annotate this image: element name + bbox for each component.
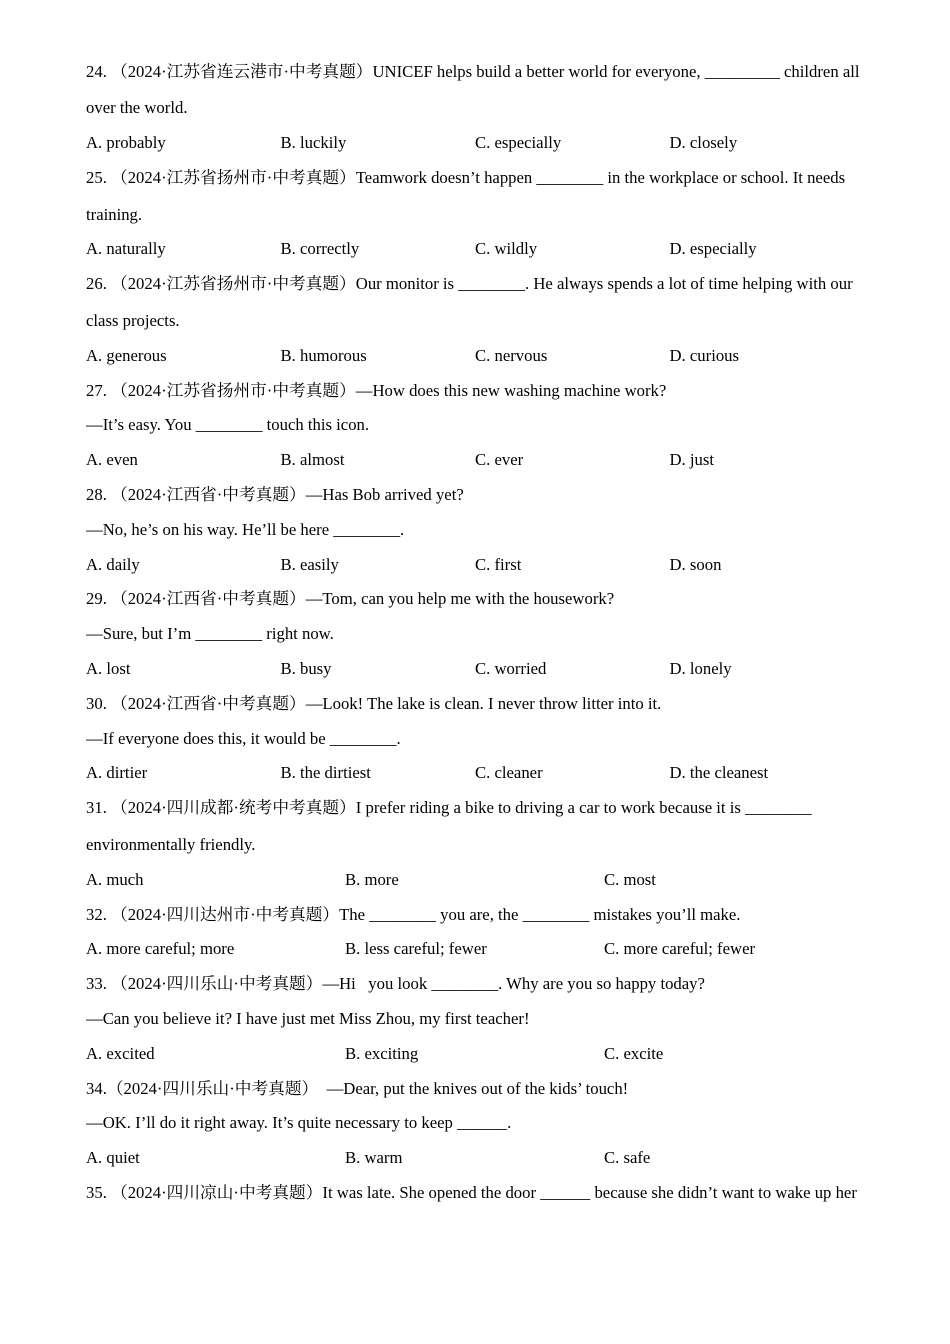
question-number: 34.: [86, 1078, 107, 1098]
option-b: B. exciting: [345, 1043, 419, 1063]
question-28: [86, 478, 876, 582]
question-number: 24.: [86, 61, 112, 81]
question-source: （2024·四川凉山·中考真题）: [111, 1183, 323, 1202]
option-c: C. excite: [604, 1043, 664, 1063]
answer-options: [86, 339, 876, 374]
question-stem: [86, 374, 876, 409]
stem-continuation: environmentally friendly.: [86, 835, 256, 855]
option-b: B. more: [345, 869, 399, 889]
answer-options: [86, 863, 876, 898]
question-stem: [86, 687, 876, 722]
option-c: C. cleaner: [475, 763, 543, 783]
stem-text: Our monitor is ________. He always spends a lot of time helping with our: [355, 274, 853, 294]
option-a: A. daily: [86, 554, 140, 574]
answer-options: [86, 652, 876, 687]
question-stem: [86, 161, 876, 198]
question-source: （2024·江西省·中考真题）: [111, 589, 306, 609]
question-source: （2024·四川成都·统考中考真题）: [111, 798, 356, 818]
question-stem: [86, 1176, 876, 1211]
answer-options: [86, 443, 876, 478]
question-source: （2024·四川达州市·中考真题）: [111, 904, 340, 924]
option-a: A. quiet: [86, 1148, 140, 1168]
stem-text: —Dear, put the knives out of the kids’ touch!: [318, 1078, 629, 1098]
option-d: D. soon: [669, 554, 722, 574]
option-a: A. more careful; more: [86, 939, 235, 959]
question-list: [86, 55, 876, 1211]
question-source: （2024·江苏省扬州市·中考真题）: [111, 167, 356, 187]
option-c: C. safe: [604, 1148, 651, 1168]
question-26: [86, 267, 876, 373]
stem-text: —How does this new washing machine work?: [355, 380, 667, 400]
option-c: C. most: [604, 869, 656, 889]
dialogue-line: —If everyone does this, it would be ________.: [86, 728, 401, 748]
stem-text: —Tom, can you help me with the housework?: [305, 589, 615, 609]
question-34: [86, 1072, 876, 1176]
answer-options: [86, 1141, 876, 1176]
question-31: [86, 791, 876, 897]
question-35: [86, 1176, 876, 1211]
option-b: B. easily: [280, 554, 339, 574]
question-number: 35.: [86, 1183, 112, 1202]
question-source: （2024·江苏省连云港市·中考真题）: [111, 61, 373, 81]
dialogue-line: —No, he’s on his way. He’ll be here ________.: [86, 519, 405, 539]
option-a: A. much: [86, 869, 144, 889]
option-b: B. correctly: [280, 239, 360, 259]
question-number: 33.: [86, 974, 112, 994]
option-c: C. especially: [475, 133, 562, 153]
question-stem: [86, 582, 876, 617]
question-source: （2024·江西省·中考真题）: [111, 693, 306, 713]
option-b: B. the dirtiest: [280, 763, 371, 783]
question-32: [86, 898, 876, 968]
option-b: B. almost: [280, 450, 345, 470]
question-number: 27.: [86, 380, 112, 400]
stem-continuation: over the world.: [86, 98, 188, 118]
option-d: D. just: [669, 450, 715, 470]
dialogue-line: —Can you believe it? I have just met Miss Zhou, my first teacher!: [86, 1009, 530, 1029]
stem-text: —Has Bob arrived yet?: [305, 485, 464, 505]
option-d: D. especially: [669, 239, 757, 259]
answer-options: [86, 126, 876, 161]
dialogue-line: —OK. I’ll do it right away. It’s quite necessary to keep ______.: [86, 1113, 512, 1133]
question-source: （2024·江西省·中考真题）: [111, 485, 306, 505]
question-source: （2024·江苏省扬州市·中考真题）: [111, 380, 356, 400]
option-a: A. lost: [86, 659, 131, 679]
question-30: [86, 687, 876, 791]
option-d: D. lonely: [669, 659, 732, 679]
option-c: C. worried: [475, 659, 547, 679]
stem-text: —Look! The lake is clean. I never throw litter into it.: [305, 693, 662, 713]
question-stem: [86, 55, 876, 92]
question-source: （2024·四川乐山·中考真题）: [106, 1078, 319, 1098]
question-29: [86, 582, 876, 686]
option-c: C. ever: [475, 450, 524, 470]
option-a: A. naturally: [86, 239, 166, 259]
option-a: A. dirtier: [86, 763, 148, 783]
question-number: 25.: [86, 167, 112, 187]
answer-options: [86, 1037, 876, 1072]
option-a: A. probably: [86, 133, 166, 153]
question-stem: [86, 267, 876, 304]
question-stem: [86, 898, 876, 933]
question-number: 32.: [86, 904, 112, 924]
question-33: [86, 967, 876, 1071]
question-24: [86, 55, 876, 161]
question-number: 30.: [86, 693, 112, 713]
stem-continuation: training.: [86, 204, 143, 224]
stem-text: UNICEF helps build a better world for everyone, _________ children all: [372, 61, 860, 81]
stem-text: The ________ you are, the ________ mistakes you’ll make.: [339, 904, 741, 924]
option-c: C. first: [475, 554, 522, 574]
option-b: B. busy: [280, 659, 332, 679]
question-stem: [86, 791, 876, 828]
stem-text: —Hi you look ________. Why are you so happy today?: [322, 974, 705, 994]
question-number: 26.: [86, 274, 112, 294]
option-c: C. nervous: [475, 345, 548, 365]
stem-text: Teamwork doesn’t happen ________ in the workplace or school. It needs: [355, 167, 846, 187]
question-stem: [86, 1072, 876, 1107]
answer-options: [86, 548, 876, 583]
question-stem: [86, 967, 876, 1002]
option-a: A. generous: [86, 345, 167, 365]
stem-text: I prefer riding a bike to driving a car to work because it is ________: [355, 798, 812, 818]
stem-text: It was late. She opened the door ______ because she didn’t want to wake up her: [322, 1183, 857, 1202]
question-number: 28.: [86, 485, 112, 505]
dialogue-line: —It’s easy. You ________ touch this icon.: [86, 415, 370, 435]
answer-options: [86, 932, 876, 967]
answer-options: [86, 756, 876, 791]
option-d: D. curious: [669, 345, 740, 365]
option-c: C. more careful; fewer: [604, 939, 756, 959]
question-25: [86, 161, 876, 267]
dialogue-line: —Sure, but I’m ________ right now.: [86, 624, 334, 644]
option-c: C. wildly: [475, 239, 538, 259]
option-b: B. humorous: [280, 345, 367, 365]
question-number: 31.: [86, 798, 112, 818]
question-source: （2024·四川乐山·中考真题）: [111, 974, 323, 994]
option-d: D. closely: [669, 133, 738, 153]
stem-continuation: class projects.: [86, 311, 180, 331]
answer-options: [86, 232, 876, 267]
option-b: B. less careful; fewer: [345, 939, 487, 959]
option-b: B. luckily: [280, 133, 347, 153]
question-source: （2024·江苏省扬州市·中考真题）: [111, 274, 356, 294]
question-27: [86, 374, 876, 478]
option-a: A. even: [86, 450, 138, 470]
option-d: D. the cleanest: [669, 763, 769, 783]
question-number: 29.: [86, 589, 112, 609]
question-stem: [86, 478, 876, 513]
option-a: A. excited: [86, 1043, 155, 1063]
option-b: B. warm: [345, 1148, 403, 1168]
